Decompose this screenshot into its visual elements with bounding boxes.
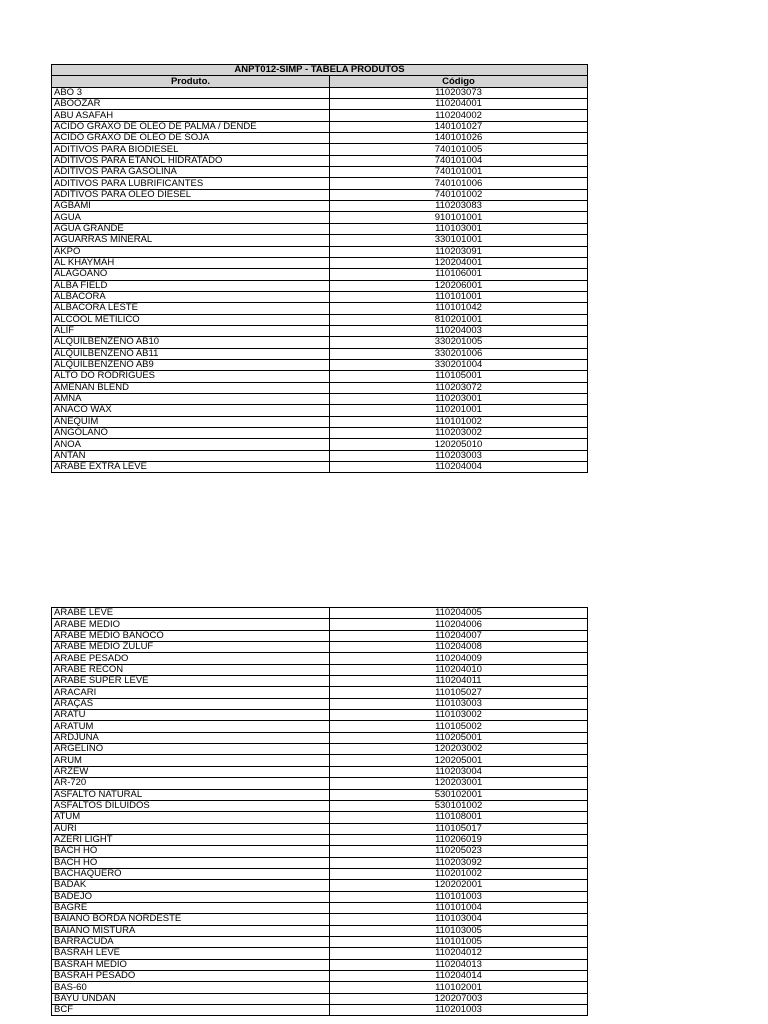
- product-name-cell: BARRACUDA: [52, 936, 330, 947]
- product-code-cell: 110108001: [330, 812, 588, 823]
- product-name-cell: ARZEW: [52, 766, 330, 777]
- table-row: [52, 857, 588, 868]
- product-code-cell: 110204003: [330, 325, 588, 336]
- product-code-cell: 110204006: [330, 619, 588, 630]
- product-code-cell: 110204012: [330, 948, 588, 959]
- product-name-cell: AGUA: [52, 212, 330, 223]
- table-row: [52, 393, 588, 404]
- table-row: [52, 982, 588, 993]
- product-name-cell: ARABE MEDIO BANOCO: [52, 630, 330, 641]
- product-code-cell: 530101002: [330, 800, 588, 811]
- table-row: [52, 642, 588, 653]
- product-code-cell: 530102001: [330, 789, 588, 800]
- table-row: [52, 201, 588, 212]
- product-code-cell: 110203083: [330, 201, 588, 212]
- table-row: [52, 246, 588, 257]
- product-code-cell: 330201004: [330, 359, 588, 370]
- product-name-cell: ASFALTO NATURAL: [52, 789, 330, 800]
- product-code-cell: 120203001: [330, 778, 588, 789]
- table-row: [52, 428, 588, 439]
- table-row: [52, 721, 588, 732]
- table-row: [52, 732, 588, 743]
- product-name-cell: ADITIVOS PARA OLEO DIESEL: [52, 189, 330, 200]
- product-code-cell: 110204011: [330, 676, 588, 687]
- product-code-cell: 110105017: [330, 823, 588, 834]
- product-code-cell: 110204013: [330, 959, 588, 970]
- table-row: [52, 948, 588, 959]
- product-name-cell: ALIF: [52, 325, 330, 336]
- product-name-cell: ADITIVOS PARA BIODIESEL: [52, 144, 330, 155]
- table-row: [52, 676, 588, 687]
- product-code-cell: 110204005: [330, 608, 588, 619]
- table-row: [52, 664, 588, 675]
- product-code-cell: 120205010: [330, 439, 588, 450]
- table-row: [52, 778, 588, 789]
- product-name-cell: ARDJUNA: [52, 732, 330, 743]
- products-table-part-2: [51, 607, 588, 1016]
- product-name-cell: AZERI LIGHT: [52, 834, 330, 845]
- product-code-cell: 110203001: [330, 393, 588, 404]
- table-row: [52, 462, 588, 473]
- product-name-cell: ALQUILBENZENO AB9: [52, 359, 330, 370]
- product-name-cell: ALCOOL METILICO: [52, 314, 330, 325]
- product-code-cell: 110203002: [330, 428, 588, 439]
- product-name-cell: BAIANO BORDA NORDESTE: [52, 914, 330, 925]
- table-row: [52, 766, 588, 777]
- product-name-cell: ANGOLANO: [52, 428, 330, 439]
- product-code-cell: 110103001: [330, 223, 588, 234]
- product-code-cell: 110103003: [330, 698, 588, 709]
- table-row: [52, 405, 588, 416]
- product-name-cell: ALBACORA: [52, 291, 330, 302]
- product-code-cell: 740101001: [330, 167, 588, 178]
- product-code-cell: 120205001: [330, 755, 588, 766]
- product-name-cell: ACIDO GRAXO DE OLEO DE PALMA / DENDE: [52, 121, 330, 132]
- product-name-cell: ARABE SUPER LEVE: [52, 676, 330, 687]
- table-title-row: [52, 65, 588, 76]
- table-row: [52, 971, 588, 982]
- product-name-cell: ARAÇAS: [52, 698, 330, 709]
- product-name-cell: AL KHAYMAH: [52, 257, 330, 268]
- table-row: [52, 167, 588, 178]
- product-name-cell: ARACARI: [52, 687, 330, 698]
- product-name-cell: ARUM: [52, 755, 330, 766]
- table-row: [52, 959, 588, 970]
- product-code-cell: 110204001: [330, 99, 588, 110]
- table-row: [52, 280, 588, 291]
- product-code-cell: 110101002: [330, 416, 588, 427]
- product-code-cell: 110204014: [330, 971, 588, 982]
- product-code-cell: 110201001: [330, 405, 588, 416]
- table-row: [52, 846, 588, 857]
- product-code-cell: 110103005: [330, 925, 588, 936]
- product-name-cell: ALQUILBENZENO AB10: [52, 337, 330, 348]
- product-name-cell: ARABE MEDIO ZULUF: [52, 642, 330, 653]
- product-code-cell: 120203002: [330, 744, 588, 755]
- table-row: [52, 144, 588, 155]
- product-code-cell: 110103002: [330, 710, 588, 721]
- table-row: [52, 223, 588, 234]
- product-code-cell: 110205001: [330, 732, 588, 743]
- product-code-cell: 110105027: [330, 687, 588, 698]
- product-code-cell: 120204001: [330, 257, 588, 268]
- table-row: [52, 789, 588, 800]
- product-name-cell: ATUM: [52, 812, 330, 823]
- product-name-cell: ADITIVOS PARA GASOLINA: [52, 167, 330, 178]
- table-row: [52, 914, 588, 925]
- table-row: [52, 235, 588, 246]
- table-row: [52, 630, 588, 641]
- table-row: [52, 359, 588, 370]
- product-code-cell: 120207003: [330, 993, 588, 1004]
- table-title: ANPT012-SIMP - TABELA PRODUTOS: [52, 65, 588, 76]
- table-row: [52, 450, 588, 461]
- product-name-cell: ARABE EXTRA LEVE: [52, 462, 330, 473]
- table-row: [52, 744, 588, 755]
- product-name-cell: BASRAH PESADO: [52, 971, 330, 982]
- product-name-cell: ALAGOANO: [52, 269, 330, 280]
- product-code-cell: 110203003: [330, 450, 588, 461]
- product-name-cell: BAGRE: [52, 902, 330, 913]
- product-name-cell: ALQUILBENZENO AB11: [52, 348, 330, 359]
- product-code-cell: 110204008: [330, 642, 588, 653]
- product-code-cell: 110105001: [330, 371, 588, 382]
- table-row: [52, 87, 588, 98]
- product-code-cell: 110203092: [330, 857, 588, 868]
- table-row: [52, 337, 588, 348]
- table-row: [52, 303, 588, 314]
- product-name-cell: BADEJO: [52, 891, 330, 902]
- product-name-cell: ABOOZAR: [52, 99, 330, 110]
- product-code-cell: 110204004: [330, 462, 588, 473]
- product-code-cell: 740101004: [330, 155, 588, 166]
- table-row: [52, 880, 588, 891]
- table-row: [52, 348, 588, 359]
- table-row: [52, 212, 588, 223]
- product-code-cell: 110205023: [330, 846, 588, 857]
- product-code-cell: 740101005: [330, 144, 588, 155]
- product-code-cell: 110204002: [330, 110, 588, 121]
- product-name-cell: BACH HO: [52, 846, 330, 857]
- product-name-cell: ARATUM: [52, 721, 330, 732]
- product-name-cell: AR-720: [52, 778, 330, 789]
- table-row: [52, 99, 588, 110]
- product-code-cell: 110101001: [330, 291, 588, 302]
- product-name-cell: ALTO DO RODRIGUES: [52, 371, 330, 382]
- product-code-cell: 120202001: [330, 880, 588, 891]
- product-code-cell: 110101003: [330, 891, 588, 902]
- product-code-cell: 110105002: [330, 721, 588, 732]
- product-code-cell: 110203004: [330, 766, 588, 777]
- product-code-cell: 110203091: [330, 246, 588, 257]
- table-row: [52, 371, 588, 382]
- table-row: [52, 687, 588, 698]
- table-row: [52, 1005, 588, 1016]
- table-header-row: [52, 76, 588, 87]
- table-row: [52, 382, 588, 393]
- column-header-product: Produto.: [52, 76, 330, 87]
- product-code-cell: 120206001: [330, 280, 588, 291]
- product-code-cell: 110204010: [330, 664, 588, 675]
- products-table-part-1: [51, 64, 588, 473]
- product-name-cell: AURI: [52, 823, 330, 834]
- product-name-cell: ANEQUIM: [52, 416, 330, 427]
- product-code-cell: 110106001: [330, 269, 588, 280]
- product-name-cell: ABU ASAFAH: [52, 110, 330, 121]
- table-row: [52, 416, 588, 427]
- product-code-cell: 110103004: [330, 914, 588, 925]
- table-row: [52, 178, 588, 189]
- table-row: [52, 110, 588, 121]
- product-code-cell: 110206019: [330, 834, 588, 845]
- product-name-cell: AGUARRAS MINERAL: [52, 235, 330, 246]
- table-row: [52, 155, 588, 166]
- product-name-cell: ADITIVOS PARA ETANOL HIDRATADO: [52, 155, 330, 166]
- table-row: [52, 291, 588, 302]
- table-row: [52, 439, 588, 450]
- product-code-cell: 330201005: [330, 337, 588, 348]
- product-code-cell: 110204007: [330, 630, 588, 641]
- product-name-cell: BAYU UNDAN: [52, 993, 330, 1004]
- table-row: [52, 133, 588, 144]
- table-row: [52, 653, 588, 664]
- product-code-cell: 110101005: [330, 936, 588, 947]
- product-name-cell: ANTAN: [52, 450, 330, 461]
- product-code-cell: 110201002: [330, 868, 588, 879]
- table-row: [52, 325, 588, 336]
- table-row: [52, 925, 588, 936]
- product-name-cell: BACHAQUERO: [52, 868, 330, 879]
- product-name-cell: BASRAH MEDIO: [52, 959, 330, 970]
- product-code-cell: 740101006: [330, 178, 588, 189]
- table-row: [52, 993, 588, 1004]
- product-name-cell: ADITIVOS PARA LUBRIFICANTES: [52, 178, 330, 189]
- product-name-cell: BAS-60: [52, 982, 330, 993]
- table-row: [52, 800, 588, 811]
- table-row: [52, 834, 588, 845]
- product-name-cell: ARABE RECON: [52, 664, 330, 675]
- product-name-cell: ALBA FIELD: [52, 280, 330, 291]
- product-name-cell: ALBACORA LESTE: [52, 303, 330, 314]
- product-name-cell: BADAK: [52, 880, 330, 891]
- table-row: [52, 608, 588, 619]
- product-name-cell: ASFALTOS DILUIDOS: [52, 800, 330, 811]
- product-code-cell: 140101027: [330, 121, 588, 132]
- product-code-cell: 810201001: [330, 314, 588, 325]
- product-code-cell: 110204009: [330, 653, 588, 664]
- product-name-cell: ARATU: [52, 710, 330, 721]
- product-name-cell: ARABE MEDIO: [52, 619, 330, 630]
- product-code-cell: 110203072: [330, 382, 588, 393]
- product-name-cell: AGUA GRANDE: [52, 223, 330, 234]
- table-row: [52, 189, 588, 200]
- product-name-cell: AGBAMI: [52, 201, 330, 212]
- product-code-cell: 740101002: [330, 189, 588, 200]
- product-code-cell: 330201006: [330, 348, 588, 359]
- column-header-code: Código: [330, 76, 588, 87]
- product-name-cell: ANACO WAX: [52, 405, 330, 416]
- table-row: [52, 902, 588, 913]
- product-code-cell: 330101001: [330, 235, 588, 246]
- product-name-cell: ARABE LEVE: [52, 608, 330, 619]
- product-name-cell: BACH HO: [52, 857, 330, 868]
- table-row: [52, 891, 588, 902]
- product-name-cell: ARABE PESADO: [52, 653, 330, 664]
- product-code-cell: 110203073: [330, 87, 588, 98]
- product-name-cell: ABO 3: [52, 87, 330, 98]
- product-code-cell: 110102001: [330, 982, 588, 993]
- product-name-cell: AKPO: [52, 246, 330, 257]
- product-name-cell: ACIDO GRAXO DE OLEO DE SOJA: [52, 133, 330, 144]
- product-code-cell: 140101026: [330, 133, 588, 144]
- product-name-cell: AMENAN BLEND: [52, 382, 330, 393]
- product-code-cell: 110201003: [330, 1005, 588, 1016]
- table-row: [52, 868, 588, 879]
- table-row: [52, 710, 588, 721]
- product-name-cell: ANOA: [52, 439, 330, 450]
- table-row: [52, 269, 588, 280]
- table-row: [52, 698, 588, 709]
- table-row: [52, 257, 588, 268]
- product-name-cell: BAIANO MISTURA: [52, 925, 330, 936]
- product-name-cell: ARGELINO: [52, 744, 330, 755]
- product-code-cell: 110101042: [330, 303, 588, 314]
- table-row: [52, 936, 588, 947]
- product-code-cell: 910101001: [330, 212, 588, 223]
- table-row: [52, 755, 588, 766]
- product-name-cell: BCF: [52, 1005, 330, 1016]
- table-row: [52, 619, 588, 630]
- product-name-cell: AMNA: [52, 393, 330, 404]
- product-name-cell: BASRAH LEVE: [52, 948, 330, 959]
- table-row: [52, 823, 588, 834]
- table-row: [52, 314, 588, 325]
- table-row: [52, 812, 588, 823]
- table-row: [52, 121, 588, 132]
- product-code-cell: 110101004: [330, 902, 588, 913]
